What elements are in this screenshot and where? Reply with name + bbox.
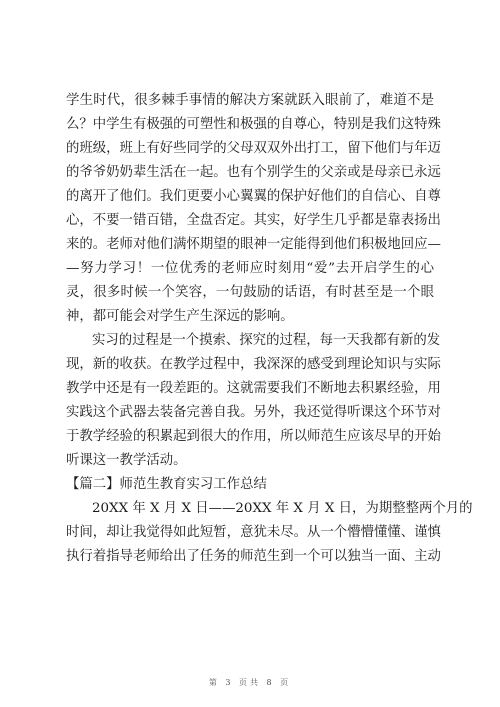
page-number: 第 3 页共 8 页	[208, 678, 292, 687]
text-line: 神，都可能会对学生产生深远的影响。	[66, 309, 294, 324]
text-line: 教学中还是有一段差距的。这就需要我们不断地去积累经验，用	[66, 381, 441, 396]
text-line: 听课这一教学活动。	[66, 453, 187, 468]
text-line: 来的。老师对他们满怀期望的眼神一定能得到他们积极地回应—	[66, 237, 441, 252]
section-heading: 【篇二】师范生教育实习工作总结	[66, 477, 267, 492]
text-line: 心，不要一错百错，全盘否定。其实，好学生几乎都是靠表扬出	[66, 213, 441, 228]
text-line: —努力学习！一位优秀的老师应时刻用“爱”去开启学生的心	[66, 261, 434, 276]
text-line: 学生时代，很多棘手事情的解决方案就跃入眼前了，难道不是	[66, 93, 434, 108]
text-line: 实践这个武器去装备完善自我。另外，我还觉得听课这个环节对	[66, 405, 441, 420]
text-line: 20XX 年 X 月 X 日——20XX 年 X 月 X 日，为期整整两个月的	[92, 501, 473, 516]
text-line: 的爷爷奶奶辈生活在一起。也有个别学生的父亲或是母亲已永远	[66, 165, 441, 180]
text-line: 时间，却让我觉得如此短暂，意犹未尽。从一个懵懵懂懂、谨慎	[66, 525, 441, 540]
text-line: 现，新的收获。在教学过程中，我深深的感受到理论知识与实际	[66, 357, 441, 372]
text-line: 实习的过程是一个摸索、探究的过程，每一天我都有新的发	[92, 333, 441, 348]
text-line: 灵，很多时候一个笑容，一句鼓励的话语，有时甚至是一个眼	[66, 285, 434, 300]
document-body	[66, 89, 473, 569]
text-line: 执行着指导老师给出了任务的师范生到一个可以独当一面、主动	[66, 549, 441, 564]
text-line: 的离开了他们。我们更要小心翼翼的保护好他们的自信心、自尊	[66, 189, 441, 204]
text-line: 么？中学生有极强的可塑性和极强的自尊心，特别是我们这特殊	[66, 117, 441, 132]
text-line: 的班级，班上有好些同学的父母双双外出打工，留下他们与年迈	[66, 141, 441, 156]
text-line: 于教学经验的积累起到很大的作用，所以师范生应该尽早的开始	[66, 429, 441, 444]
